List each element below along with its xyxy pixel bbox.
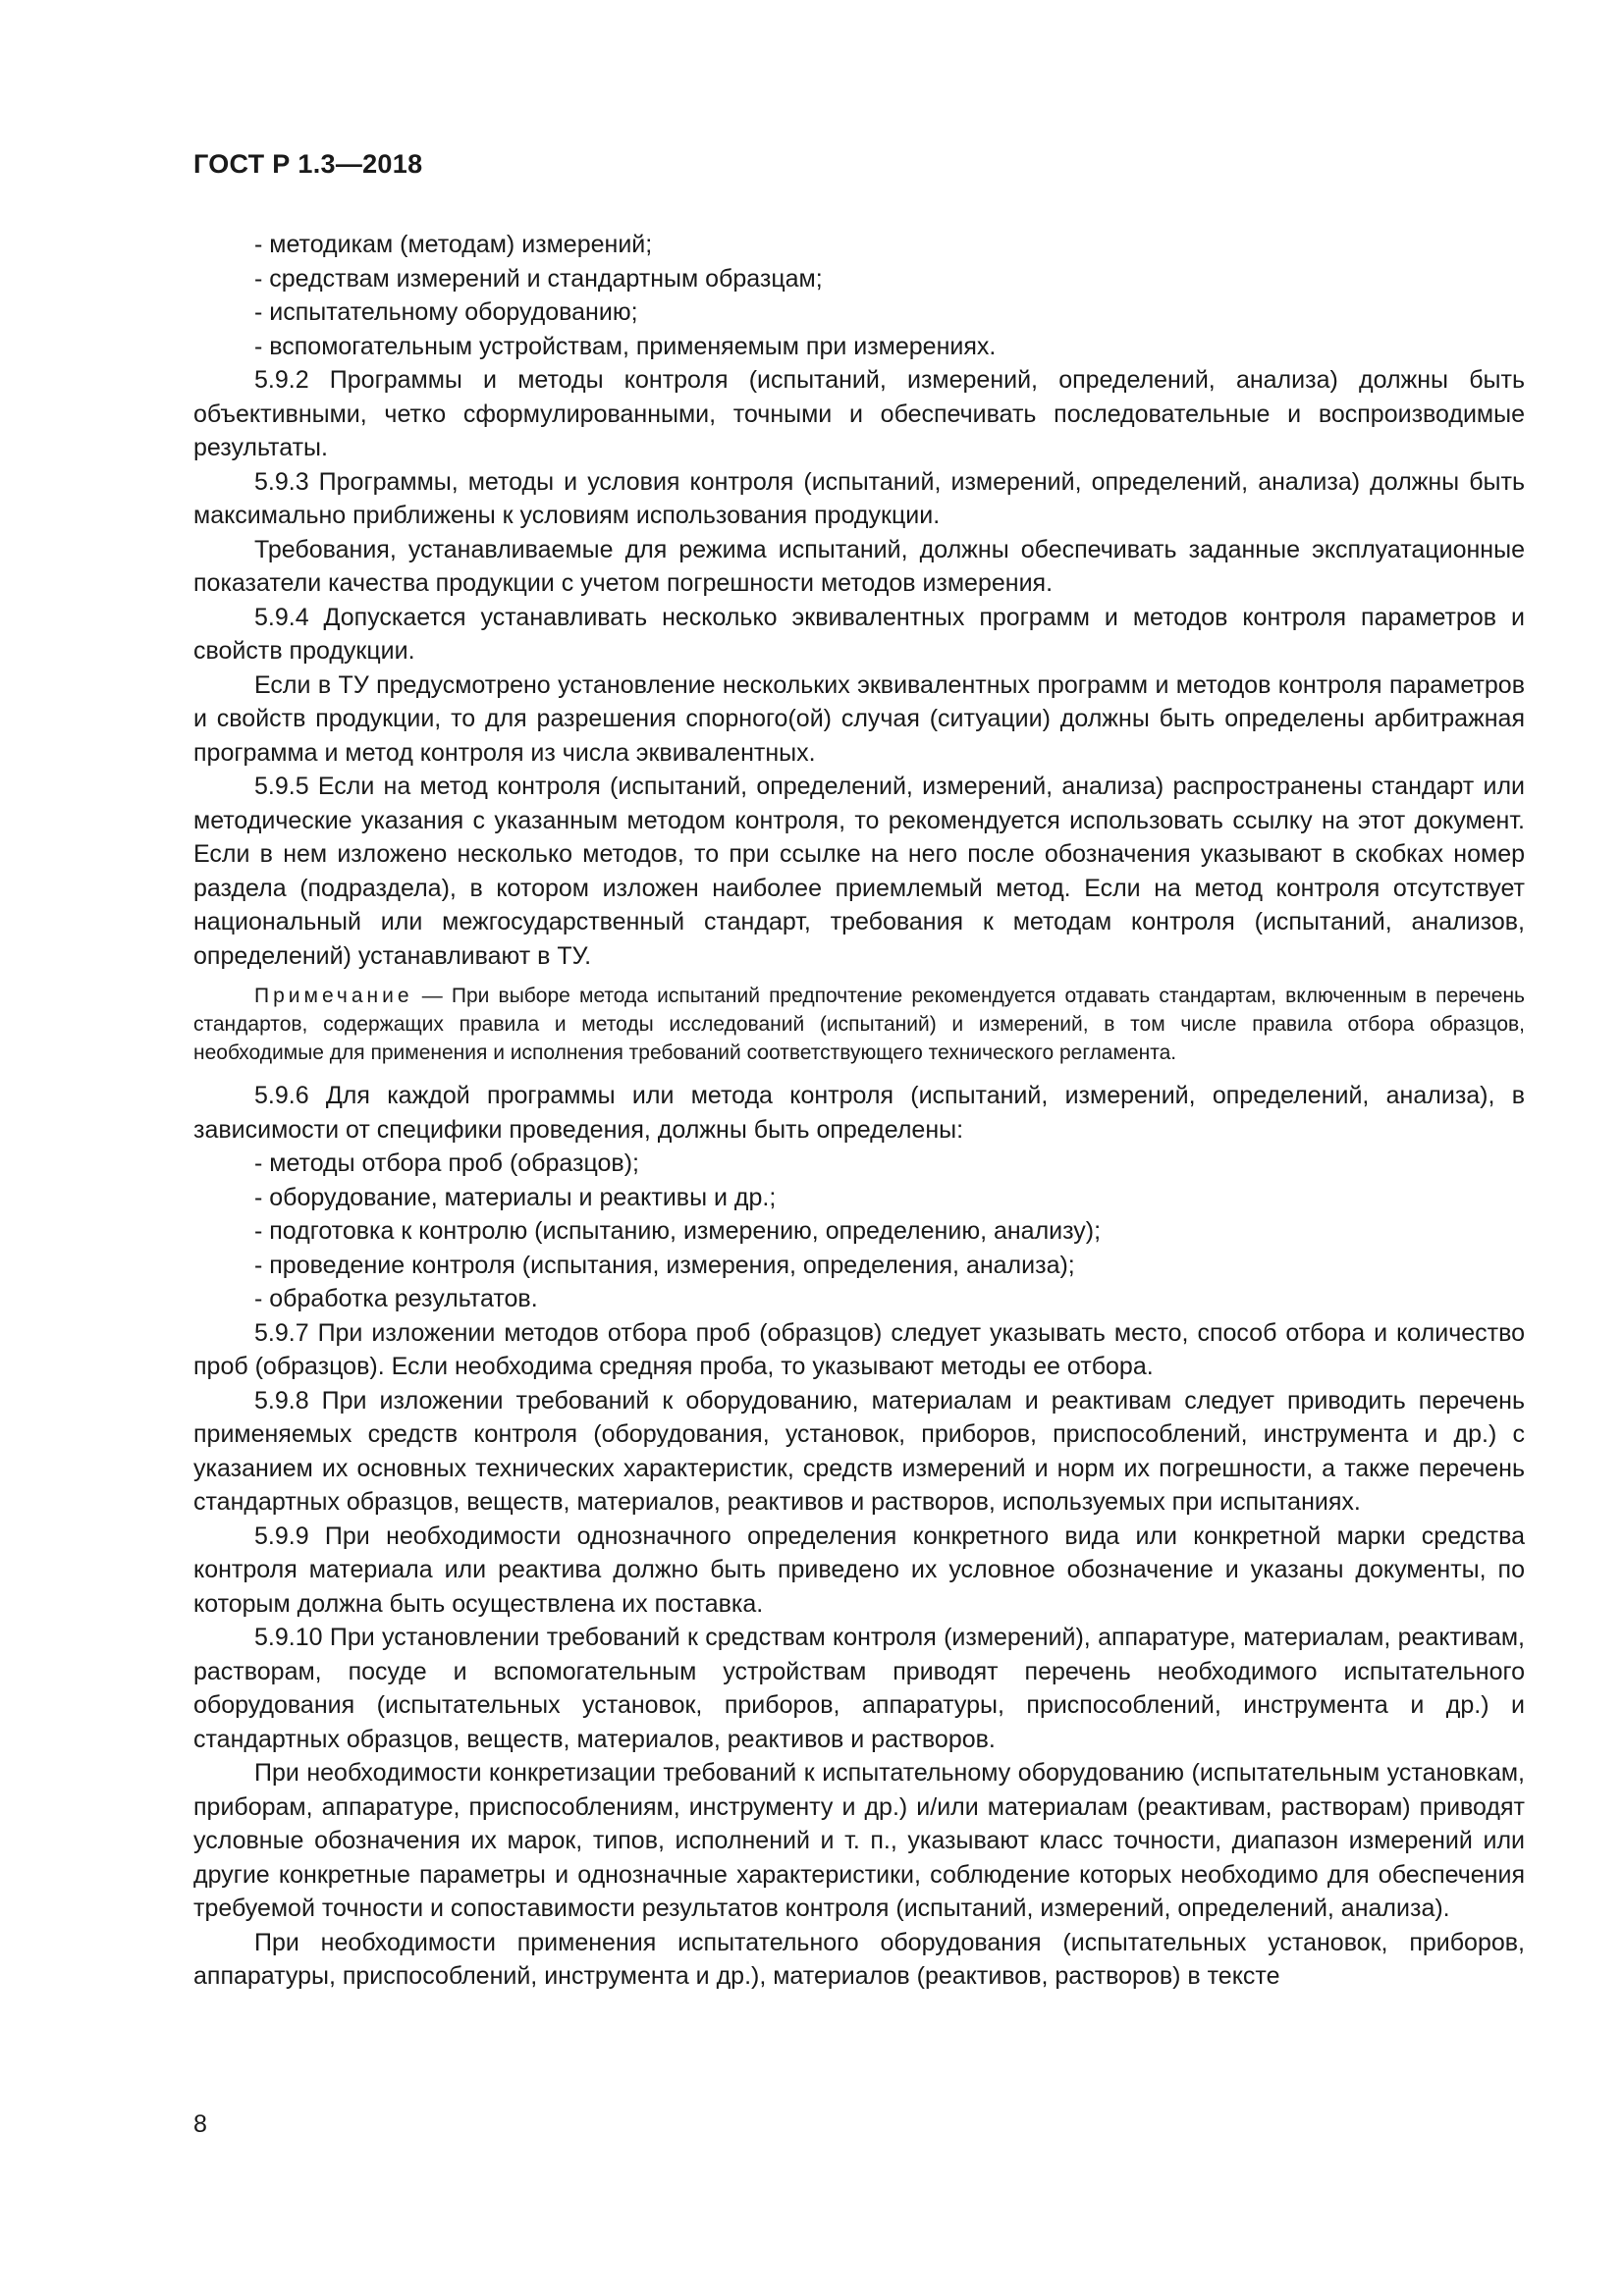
paragraph-5-9-7: 5.9.7 При изложении методов отбора проб (образцов) следует указывать место, способ отбора и количество проб (образцов). Если необходима средняя проба, то указывают методы ее отбора. [193, 1318, 1525, 1380]
document-body [193, 228, 1525, 1994]
list-item: - обработка результатов. [254, 1285, 538, 1312]
paragraph-5-9-8: 5.9.8 При изложении требований к оборудованию, материалам и реактивам следует приводить перечень применяемых средств контроля (оборудования, установок, приборов, приспособлений, инструмента и др.) с указанием их основных технических характеристик, средств измерений и норм их погрешности, а также перечень стандартных образцов, веществ, материалов, реактивов и растворов, используемых при испытаниях. [193, 1386, 1525, 1516]
paragraph: При необходимости применения испытательного оборудования (испытательных установок, приборов, аппаратуры, приспособлений, инструмента и др.), материалов (реактивов, растворов) в тексте [193, 1928, 1525, 1990]
paragraph-5-9-5: 5.9.5 Если на метод контроля (испытаний, определений, измерений, анализа) распространены стандарт или методические указания с указанным методом контроля, то рекомендуется использовать ссылку на этот документ. Если в нем изложено несколько методов, то при ссылке на него после обозначения указывают в скобках номер раздела (подраздела), в котором изложен наиболее приемлемый метод. Если на метод контроля отсутствует национальный или межгосударственный стандарт, требования к методам контроля (испытаний, анализов, определений) устанавливают в ТУ. [193, 773, 1525, 970]
list-item: - методы отбора проб (образцов); [254, 1149, 639, 1177]
paragraph-5-9-9: 5.9.9 При необходимости однозначного определения конкретного вида или конкретной марки средства контроля материала или реактива должно быть приведено их условное обозначение и указаны документы, по которым должна быть осуществлена их поставка. [193, 1522, 1525, 1618]
list-item: - вспомогательным устройствам, применяемым при измерениях. [254, 332, 997, 360]
paragraph-5-9-10: 5.9.10 При установлении требований к средствам контроля (измерений), аппаратуре, материалам, реактивам, растворам, посуде и вспомогательным устройствам приводят перечень необходимого испытательного оборудования (испытательных установок, приборов, аппаратуры, приспособлений, инструмента и др.) и стандартных образцов, веществ, материалов, реактивов и растворов. [193, 1624, 1525, 1753]
paragraph-5-9-3: 5.9.3 Программы, методы и условия контроля (испытаний, измерений, определений, анализа) должны быть максимально приближены к условиям использования продукции. [193, 467, 1525, 529]
document-header: ГОСТ Р 1.3—2018 [193, 149, 423, 179]
list-item: - средствам измерений и стандартным образцам; [254, 264, 823, 293]
list-item: - испытательному оборудованию; [254, 298, 638, 326]
list-item: - методикам (методам) измерений; [254, 231, 653, 258]
note-label: Примечание [254, 985, 413, 1007]
paragraph: При необходимости конкретизации требований к испытательному оборудованию (испытательным установкам, приборам, аппаратуре, приспособлениям, инструменту и др.) и/или материалам (реактивам, растворам) приводят условные обозначения их марок, типов, исполнений и т. п., указывают класс точности, диапазон измерений или другие конкретные параметры и однозначные характеристики, соблюдение которых необходимо для обеспечения требуемой точности и сопоставимости результатов контроля (испытаний, измерений, определений, анализа). [193, 1759, 1525, 1922]
paragraph-5-9-6: 5.9.6 Для каждой программы или метода контроля (испытаний, измерений, определений, анализа), в зависимости от специфики проведения, должны быть определены: [193, 1082, 1525, 1144]
page-number: 8 [193, 2110, 207, 2138]
list-item: - подготовка к контролю (испытанию, измерению, определению, анализу); [254, 1217, 1102, 1245]
paragraph: Если в ТУ предусмотрено установление нескольких эквивалентных программ и методов контроля параметров и свойств продукции, то для разрешения спорного(ой) случая (ситуации) должны быть определены арбитражная программа и метод контроля из числа эквивалентных. [193, 670, 1525, 767]
list-item: - проведение контроля (испытания, измерения, определения, анализа); [254, 1251, 1075, 1279]
note-text: — При выборе метода испытаний предпочтение рекомендуется отдавать стандартам, включенным в перечень стандартов, содержащих правила и методы исследований (испытаний) и измерений, в том числе правила отбора образцов, необходимые для применения и исполнения требований соответствующего технического регламента. [193, 985, 1525, 1064]
paragraph: Требования, устанавливаемые для режима испытаний, должны обеспечивать заданные эксплуатационные показатели качества продукции с учетом погрешности методов измерения. [193, 535, 1525, 597]
paragraph-5-9-4: 5.9.4 Допускается устанавливать несколько эквивалентных программ и методов контроля параметров и свойств продукции. [193, 603, 1525, 665]
paragraph-5-9-2: 5.9.2 Программы и методы контроля (испытаний, измерений, определений, анализа) должны быть объективными, четко сформулированными, точными и обеспечивать последовательные и воспроизводимые результаты. [193, 366, 1525, 461]
note [193, 982, 1525, 1067]
list-item: - оборудование, материалы и реактивы и др.; [254, 1183, 777, 1211]
